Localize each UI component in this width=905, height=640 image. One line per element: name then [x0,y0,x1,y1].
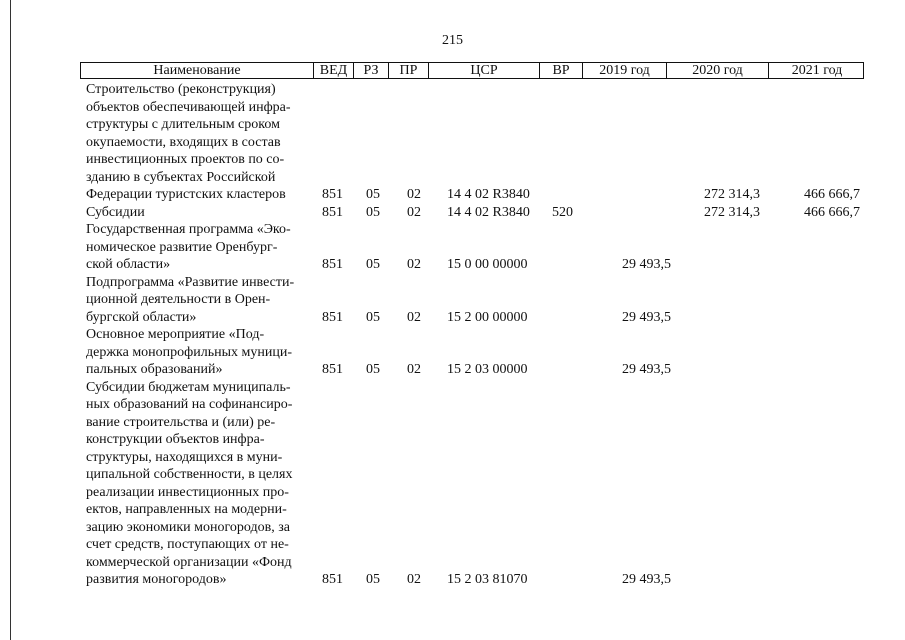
name-line: инвестиционных проектов по со- [86,152,285,167]
table-row [0,204,905,222]
table-row [0,186,905,204]
cell-y2019: 29 493,5 [622,572,671,587]
name-line: ципальной собственности, в целях [86,467,293,482]
table-row [0,571,905,589]
header-year-2021: 2021 год [768,63,865,78]
name-line: развития моногородов» [86,572,227,587]
cell-csr: 15 2 03 81070 [447,572,528,587]
cell-ved: 851 [322,204,343,220]
name-line: зацию экономики моногородов, за [86,519,290,535]
name-line: Государственная программа «Эко- [86,222,291,237]
header-rz: РЗ [353,63,388,78]
name-line: объектов обеспечивающей инфра- [86,99,291,115]
header-pr: ПР [388,63,428,78]
name-line: структуры с длительным сроком [86,117,280,132]
table-row [0,309,905,327]
name-line: структуры, находящихся в муни- [86,449,283,465]
table-row [0,361,905,379]
name-line: Федерации туристских кластеров [86,187,286,202]
cell-ved: 851 [322,257,343,272]
cell-y2021: 466 666,7 [804,204,860,220]
header-name: Наименование [153,63,241,78]
name-line: номическое развитие Оренбург- [86,239,278,255]
cell-rz: 05 [366,309,380,325]
cell-rz: 05 [366,362,380,377]
cell-rz: 05 [366,187,380,202]
cell-y2020: 272 314,3 [704,187,760,202]
name-line: вание строительства и (или) ре- [86,414,276,430]
cell-ved: 851 [322,572,343,587]
cell-rz: 05 [366,257,380,272]
name-line: коммерческой организации «Фонд [86,554,292,570]
name-line: Строительство (реконструкция) [86,82,276,97]
name-line: Субсидии [86,204,145,220]
cell-rz: 05 [366,204,380,220]
header-csr: ЦСР [428,63,539,78]
name-line: бургской области» [86,309,197,325]
name-line: ных образований на софинансиро- [86,397,293,412]
cell-vr: 520 [552,204,573,220]
name-line: зданию в субъектах Российской [86,169,276,185]
header-year-2020: 2020 год [666,63,768,78]
cell-csr: 15 2 03 00000 [447,362,528,377]
name-line: ционной деятельности в Орен- [86,292,271,307]
cell-pr: 02 [407,572,421,587]
name-line: счет средств, поступающих от не- [86,537,289,552]
cell-y2019: 29 493,5 [622,362,671,377]
name-line: Основное мероприятие «Под- [86,327,265,342]
cell-ved: 851 [322,362,343,377]
name-line: ской области» [86,257,171,272]
cell-y2019: 29 493,5 [622,309,671,325]
cell-csr: 14 4 02 R3840 [447,204,530,220]
cell-pr: 02 [407,309,421,325]
name-line: реализации инвестиционных про- [86,484,289,500]
cell-ved: 851 [322,309,343,325]
header-ved: ВЕД [313,63,353,78]
table-header [80,62,864,79]
cell-csr: 14 4 02 R3840 [447,187,530,202]
cell-pr: 02 [407,257,421,272]
cell-csr: 15 0 00 00000 [447,257,528,272]
cell-y2019: 29 493,5 [622,257,671,272]
cell-rz: 05 [366,572,380,587]
cell-ved: 851 [322,187,343,202]
name-line: пальных образований» [86,362,223,377]
name-line: держка монопрофильных муници- [86,344,292,360]
page-number: 215 [442,33,463,48]
header-year-2019: 2019 год [582,63,666,78]
name-line: конструкции объектов инфра- [86,432,265,447]
header-vr: ВР [539,63,582,78]
cell-pr: 02 [407,362,421,377]
cell-y2020: 272 314,3 [704,204,760,220]
table-row [0,256,905,274]
cell-y2021: 466 666,7 [804,187,860,202]
table-row-name [86,379,316,589]
name-line: Субсидии бюджетам муниципаль- [86,379,291,395]
cell-pr: 02 [407,204,421,220]
name-line: ектов, направленных на модерни- [86,502,287,517]
cell-pr: 02 [407,187,421,202]
name-line: Подпрограмма «Развитие инвести- [86,274,295,290]
cell-csr: 15 2 00 00000 [447,309,528,325]
name-line: окупаемости, входящих в состав [86,134,281,150]
